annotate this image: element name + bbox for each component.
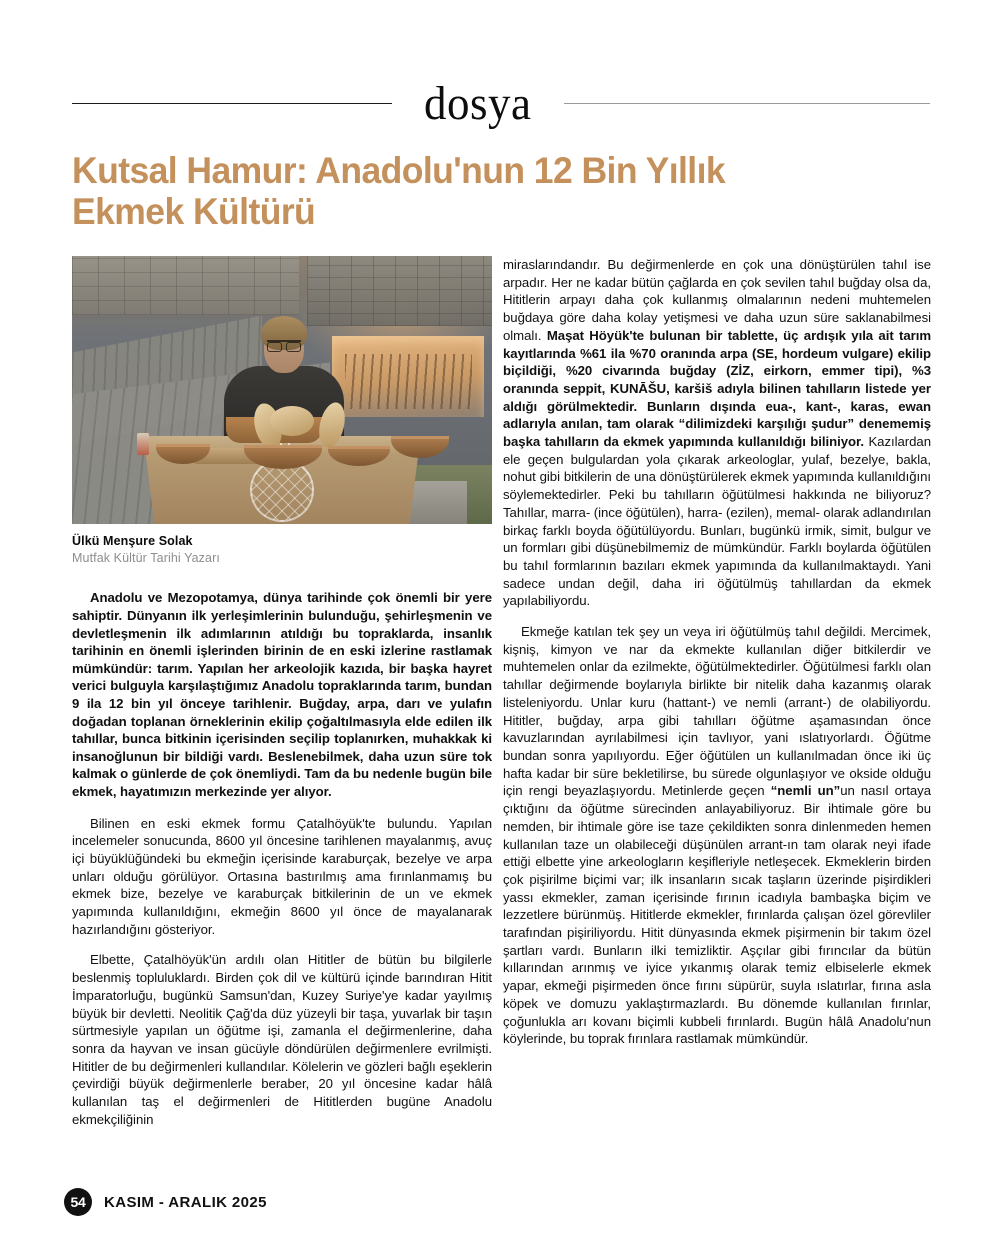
article-photo — [72, 256, 492, 524]
byline — [72, 533, 330, 567]
page-title — [72, 150, 932, 233]
right-column — [503, 256, 931, 1048]
paragraph: Bilinen en eski ekmek formu Çatalhöyük'te bulundu. Yapılan incelemeler sonucunda, 8600 yıl öncesine tarihlenen mayalanmış, avuç içi büyüklüğündeki bu ekmeğin içerisinde karaburçak, bezelye ve arpa unları olduğu görülüyor. Ortasına bastırılmış ama fırınlanmamış bu ekmek bize, bezelye ve karaburçak bitkilerinin de un ve ekmek yapımında kullanıldığını, ekmeğin 8600 yıl önce de mayalanarak hazırlandığını gösteriyor. — [72, 815, 492, 937]
paragraph-text-bold: Maşat Höyük'te bulunan bir tablette, üç ardışık yıla ait tarım kayıtlarında %61 ila %70 oranında arpa (SE, hordeum vulgare) ekilip biçildiği, %20 civarında buğday (ZİZ, eirkorn, emmer tipi), %3 oranında seppit, KUNĀŠU, karšiš adıyla bilinen tahılların listede yer aldığı görülmektedir. Bunların dışında eua-, kant-, karas, ewan adlarıyla anılan, tam olarak “dilimizdeki karşılığı şudur” denememiş başka tahılların da ekmek yapımında kullanıldığı biliniyor. — [503, 327, 932, 450]
photo-carved-relief-block — [332, 336, 483, 416]
paragraph-text-c: Kazılardan ele geçen bulgulardan yola çıkarak arkeologlar, yulaf, bezelye, bakla, nohut gibi bitkilerin de una dönüştürülerek ekmek yapımında kullanıldığını söylemektedirler. Peki bu tahılların öğütülmesi hakkında ne biliyoruz? Tahıllar, marra- (ince öğütülen), harra- (ezilen), memal- olarak adlandırılan birkaç farklı boyda öğütülüyordu. Bunları, bugünkü irmik, simit, bulgur ve un formları gibi düşünebilmemiz de mümkündür. Farklı boylarda öğütülen bu tahıl formlarının bazıları ekmek yapımında da kullanılmaktaydı. Yani sadece undan değil, daha iri öğütülmüş tahıllardan da ekmek yapılabiliyordu. — [503, 434, 931, 609]
masthead-rule-left — [72, 103, 392, 104]
author-name: Ülkü Menşure Solak — [72, 534, 193, 548]
photo-drinking-glass — [137, 433, 149, 455]
photo-scene — [72, 256, 492, 524]
photo-person-glasses — [267, 340, 301, 348]
left-column — [72, 256, 492, 1128]
paragraph-text-a: Ekmeğe katılan tek şey un veya iri öğütülmüş tahıl değildi. Mercimek, kişniş, kimyon ve nar da ekmekte kullanılan diğer bitkilerdir ve muhtemelen onlar da ezilmekte, öğütülmektedirler. Öğütülmesi farklı olan tahıllar değirmende boylarıyla birlikte bir nitelik daha kazanmış olarak listeleniyordu. Unlar kuru (hattant-) ve nemli (arrant-) de olabiliyordu. Hititler, buğday, arpa gibi tahılları öğütme aşamasından önce kavuzlarından ayrılabilmesi için tavlıyor, yani ıslatıyorlardı. Öğütme bundan sonra yapılıyordu. Eğer öğütülen un kullanılmadan önce iki üç hafta kadar bir süre bekletilirse, bu sürede olgunlaşıyor ve okside olduğu için rengi beyazlaşıyordu. Metinlerde geçen — [503, 624, 931, 799]
paragraph-text-bold: “nemli un” — [770, 783, 841, 799]
page-number-badge: 54 — [64, 1188, 92, 1216]
photo-bread-loaf — [270, 406, 314, 436]
masthead-rule-right — [564, 103, 931, 104]
photo-stone-wall-right — [307, 256, 492, 326]
paragraph-text-a: miraslarındandır. Bu değirmenlerde en çok una dönüştürülen tahıl ise arpadır. Her ne kadar bütün çağlarda en çok sevilen tahıl buğday olsa da, Hititlerin arpayı daha çok kullanmış olmalarının nedeni muhtemelen buğdaya göre daha kolay yetişmesi ve daha uzun süre saklanabilmesi olmalı. — [503, 257, 931, 343]
headline-line-2: Ekmek Kültürü — [72, 191, 316, 233]
paragraph — [503, 256, 931, 610]
masthead — [72, 75, 930, 129]
author-role: Mutfak Kültür Tarihi Yazarı — [72, 550, 220, 565]
lead-paragraph: Anadolu ve Mezopotamya, dünya tarihinde çok önemli bir yere sahiptir. Dünyanın ilk yerleşimlerinin bulunduğu, şehirleşmenin ve devletleşmenin ilk adımlarının atıldığı bu topraklarda, insanlık tarihinin en önemli işlerinden birinin de en eski izlerine rastlamak mümkündür: tarım. Yapılan her arkeolojik kazıda, bir başka hayret verici bulguyla karşılaştığımız Anadolu topraklarında tarım, bundan 9 ila 12 bin yıl önceye tarihlenir. Buğday, arpa, darı ve yulafın doğadan toplanan örneklerinin ekilip çoğaltılmasıyla elde edilen ilk tahıllar, bunca bitkinin içerisinden seçilip toplanırken, muhakkak ki insanoğlunun bir bildiği vardı. Beslenebilmek, daha uzun süre tok kalmak o günlerde de çok önemliydi. Tam da bu nedenle bugün bile ekmek, hayatımızın merkezinde yer alıyor. — [72, 590, 492, 799]
photo-stone-pavement-left — [72, 256, 299, 315]
page-footer — [64, 1188, 267, 1216]
paragraph-text-c: un nasıl ortaya çıktığını da öğütme sürecinden anlayabiliyoruz. Bir ihtimale göre bu nemden, bir ihtimale göre ise taze çekildikten sonra dinlenmeden hemen kullanılan taze un olabileceği düşünülen arrant-ın tam olarak neyi ifade ettiği elbette yine arkeologların keşifleriyle netleşecek. Ekmeklerin birden çok pişirilme biçimi var; ilk insanların sıcak taşların üzerinde pişirdikleri yassı ekmekler, zaman içerisinde fırının icadıyla bambaşka biçim ve lezzetlere bürünmüş. Hititlerde ekmekler, fırınlarda çalışan özel görevliler tarafından pişiriliyordu. Hitit dünyasında ekmek pişirmenin bir takım özel şartları vardı. Bunların ilki temizliktir. Aşçılar gibi fırıncılar da bütün kıllarından arınmış ve iyice yıkanmış olarak temiz elbiselerle ekmek yapar, ekmeği pişirmeden önce fırını süpürür, suyla ıslatırlar, fırına asla köpek ve domuzu yaklaştırmazlardı. Bu dönemde kullanılan fırınlar, çoğunlukla arı kovanı biçimli kubbeli fırınlardı. Bugün hâlâ Anadolu'nun köylerinde, bu toprak fırınlara rastlamak mümkündür. — [503, 783, 931, 1047]
headline-line-1: Kutsal Hamur: Anadolu'nun 12 Bin Yıllık — [72, 150, 726, 191]
paragraph: Elbette, Çatalhöyük'ün ardılı olan Hititler de bütün bu bilgilerle beslenmiş topluluklardı. Birden çok dil ve kültürü içinde barındıran Hitit İmparatorluğu, bugünkü Samsun'dan, Kuzey Suriye'ye kadar yayılmış büyük bir devletti. Neolitik Çağ'da düz yüzeyli bir taşa, yuvarlak bir taşın sürtmesiyle yapılan un öğütme işi, zamanla el değirmenlerine, daha sonra da hayvan ve insan gücüyle döndürülen değirmenlere evrilmişti. Hititler de bu değirmenleri kullandılar. Kölelerin ve gözleri bağlı eşeklerin çevirdiği büyük değirmenlerle beraber, 20 yıl öncesine kadar hâlâ kullanılan taş el değirmenleri de Hititlerden bugüne Anadolu ekmekçiliğinin — [72, 952, 492, 1127]
paragraph — [503, 623, 931, 1048]
masthead-title: dosya — [424, 75, 532, 129]
issue-date: KASIM - ARALIK 2025 — [104, 1193, 267, 1211]
